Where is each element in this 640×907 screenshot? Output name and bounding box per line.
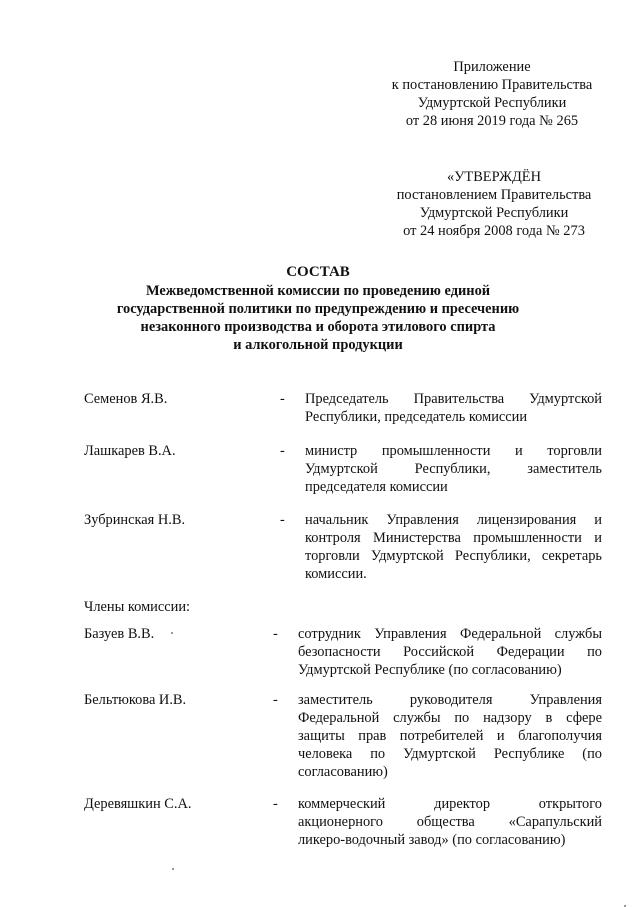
member-dash: - — [273, 626, 278, 642]
position-line: Республики, председатель комиссии — [305, 409, 528, 425]
position-line: комиссии. — [305, 566, 367, 582]
member-dash: - — [280, 391, 285, 407]
position-line: защиты прав потребителей и благополучия — [298, 728, 602, 744]
position-line: начальник Управления лицензирования и — [305, 512, 602, 528]
position-line: председателя комиссии — [305, 479, 448, 495]
member-name: Лашкарев В.А. — [84, 443, 176, 459]
position-line: сотрудник Управления Федеральной службы — [298, 626, 602, 642]
approval-header — [374, 168, 614, 240]
title-main: СОСТАВ — [286, 264, 350, 280]
position-line: Федеральной службы по надзору в сфере — [298, 710, 602, 726]
member-position — [298, 691, 602, 781]
position-line: министр промышленности и торговли — [305, 443, 602, 459]
position-line: торговли Удмуртской Республики, секретарь — [305, 548, 602, 564]
appendix-line-2: к постановлению Правительства — [391, 77, 593, 93]
member-name: Зубринская Н.В. — [84, 512, 186, 528]
scan-speck — [171, 632, 173, 634]
position-line: заместитель руководителя Управления — [298, 692, 602, 708]
position-line: Удмуртской Республике (по согласованию) — [298, 662, 562, 678]
approval-line-4: от 24 ноября 2008 года № 273 — [403, 223, 585, 239]
title-line: и алкогольной продукции — [233, 337, 403, 353]
position-line: акционерного общества «Сарапульский — [298, 814, 602, 830]
position-line: Удмуртской Республики, заместитель — [305, 461, 602, 477]
approval-line-1: «УТВЕРЖДЁН — [447, 169, 541, 185]
member-position — [305, 442, 602, 496]
member-name: Деревяшкин С.А. — [84, 796, 192, 812]
position-line: человека по Удмуртской Республике (по — [298, 746, 602, 762]
member-dash: - — [273, 796, 278, 812]
position-line: согласованию) — [298, 764, 388, 780]
appendix-line-1: Приложение — [453, 59, 531, 75]
member-dash: - — [280, 443, 285, 459]
appendix-line-4: от 28 июня 2019 года № 265 — [405, 113, 579, 129]
member-dash: - — [280, 512, 285, 528]
position-line: ликеро-водочный завод» (по согласованию) — [298, 832, 566, 848]
member-position — [305, 511, 602, 583]
appendix-header — [372, 58, 612, 130]
title-line: незаконного производства и оборота этилового спирта — [140, 319, 496, 335]
member-name: Семенов Я.В. — [84, 391, 168, 407]
member-position — [298, 795, 602, 849]
title-line: Межведомственной комиссии по проведению единой — [145, 283, 491, 299]
member-dash: - — [273, 692, 278, 708]
position-line: контроля Министерства промышленности и — [305, 530, 602, 546]
scan-speck — [172, 868, 174, 870]
member-position — [305, 390, 602, 426]
member-name: Бельтюкова И.В. — [84, 692, 187, 708]
approval-line-3: Удмуртской Республики — [419, 205, 569, 221]
member-name: Базуев В.В. — [84, 626, 155, 642]
approval-line-2: постановлением Правительства — [396, 187, 592, 203]
position-line: коммерческий директор открытого — [298, 796, 602, 812]
appendix-line-3: Удмуртской Республики — [417, 95, 567, 111]
title-line: государственной политики по предупреждению и пресечению — [116, 301, 520, 317]
position-line: Председатель Правительства Удмуртской — [305, 391, 602, 407]
member-position — [298, 625, 602, 679]
document-title — [80, 263, 556, 354]
position-line: безопасности Российской Федерации по — [298, 644, 602, 660]
members-heading: Члены комиссии: — [84, 599, 191, 615]
